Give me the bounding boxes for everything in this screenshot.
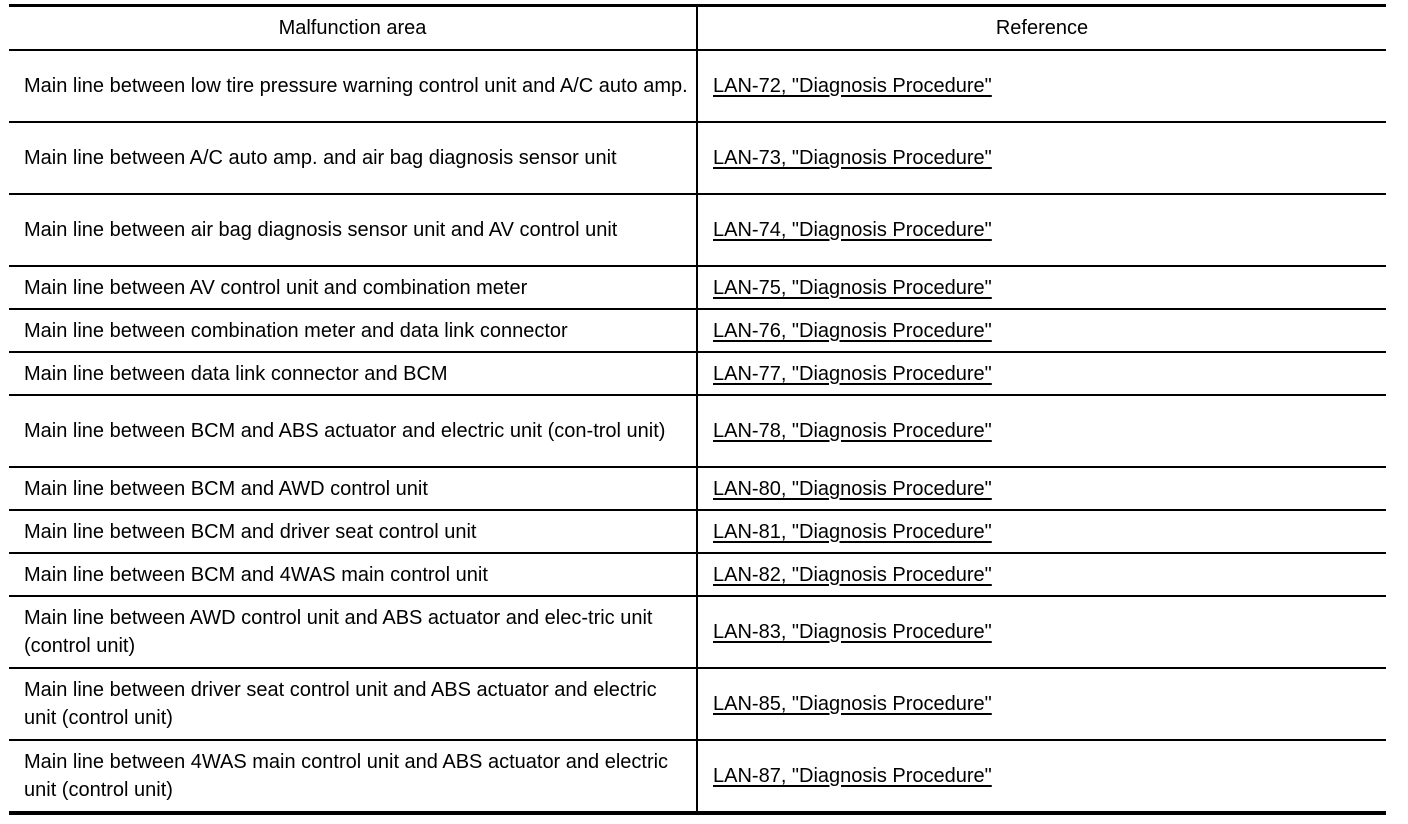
table-header-row <box>9 6 1386 51</box>
reference-link[interactable]: LAN-81, "Diagnosis Procedure" <box>713 520 992 543</box>
malfunction-area-cell: Main line between data link connector and BCM <box>9 352 697 395</box>
table-row <box>9 596 1386 668</box>
malfunction-area-cell: Main line between combination meter and data link connector <box>9 309 697 352</box>
table-row <box>9 194 1386 266</box>
reference-link[interactable]: LAN-77, "Diagnosis Procedure" <box>713 362 992 385</box>
header-malfunction-area: Malfunction area <box>9 6 697 51</box>
table-row <box>9 50 1386 122</box>
table-row <box>9 352 1386 395</box>
malfunction-area-cell: Main line between air bag diagnosis sensor unit and AV control unit <box>9 194 697 266</box>
malfunction-reference-table <box>9 4 1386 815</box>
malfunction-area-cell: Main line between 4WAS main control unit and ABS actuator and electric unit (control unit) <box>9 740 697 813</box>
reference-link[interactable]: LAN-83, "Diagnosis Procedure" <box>713 621 992 643</box>
reference-cell <box>697 395 1386 467</box>
reference-link[interactable]: LAN-87, "Diagnosis Procedure" <box>713 765 992 787</box>
table-row <box>9 266 1386 309</box>
malfunction-area-cell: Main line between BCM and driver seat control unit <box>9 510 697 553</box>
reference-cell <box>697 467 1386 510</box>
malfunction-area-cell: Main line between AWD control unit and ABS actuator and elec-tric unit (control unit) <box>9 596 697 668</box>
reference-link[interactable]: LAN-78, "Diagnosis Procedure" <box>713 420 992 442</box>
reference-cell <box>697 352 1386 395</box>
reference-cell <box>697 596 1386 668</box>
reference-link[interactable]: LAN-80, "Diagnosis Procedure" <box>713 477 992 500</box>
reference-cell <box>697 50 1386 122</box>
table-row <box>9 553 1386 596</box>
table-row <box>9 467 1386 510</box>
header-reference: Reference <box>697 6 1386 51</box>
reference-link[interactable]: LAN-76, "Diagnosis Procedure" <box>713 319 992 342</box>
reference-link[interactable]: LAN-74, "Diagnosis Procedure" <box>713 219 992 241</box>
malfunction-area-cell: Main line between driver seat control unit and ABS actuator and electric unit (control unit) <box>9 668 697 740</box>
malfunction-area-cell: Main line between BCM and 4WAS main control unit <box>9 553 697 596</box>
reference-cell <box>697 309 1386 352</box>
reference-link[interactable]: LAN-75, "Diagnosis Procedure" <box>713 276 992 299</box>
reference-link[interactable]: LAN-85, "Diagnosis Procedure" <box>713 693 992 715</box>
malfunction-area-cell: Main line between BCM and AWD control unit <box>9 467 697 510</box>
reference-link[interactable]: LAN-73, "Diagnosis Procedure" <box>713 147 992 169</box>
table-row <box>9 395 1386 467</box>
malfunction-area-cell: Main line between A/C auto amp. and air bag diagnosis sensor unit <box>9 122 697 194</box>
reference-link[interactable]: LAN-72, "Diagnosis Procedure" <box>713 75 992 97</box>
reference-cell <box>697 740 1386 813</box>
reference-cell <box>697 194 1386 266</box>
table-row <box>9 510 1386 553</box>
reference-cell <box>697 553 1386 596</box>
table-row <box>9 740 1386 813</box>
reference-link[interactable]: LAN-82, "Diagnosis Procedure" <box>713 563 992 586</box>
table-row <box>9 668 1386 740</box>
malfunction-area-cell: Main line between BCM and ABS actuator and electric unit (con-trol unit) <box>9 395 697 467</box>
reference-cell <box>697 668 1386 740</box>
reference-cell <box>697 510 1386 553</box>
malfunction-area-cell: Main line between low tire pressure warning control unit and A/C auto amp. <box>9 50 697 122</box>
reference-cell <box>697 266 1386 309</box>
reference-cell <box>697 122 1386 194</box>
malfunction-area-cell: Main line between AV control unit and combination meter <box>9 266 697 309</box>
table-row <box>9 122 1386 194</box>
table-row <box>9 309 1386 352</box>
